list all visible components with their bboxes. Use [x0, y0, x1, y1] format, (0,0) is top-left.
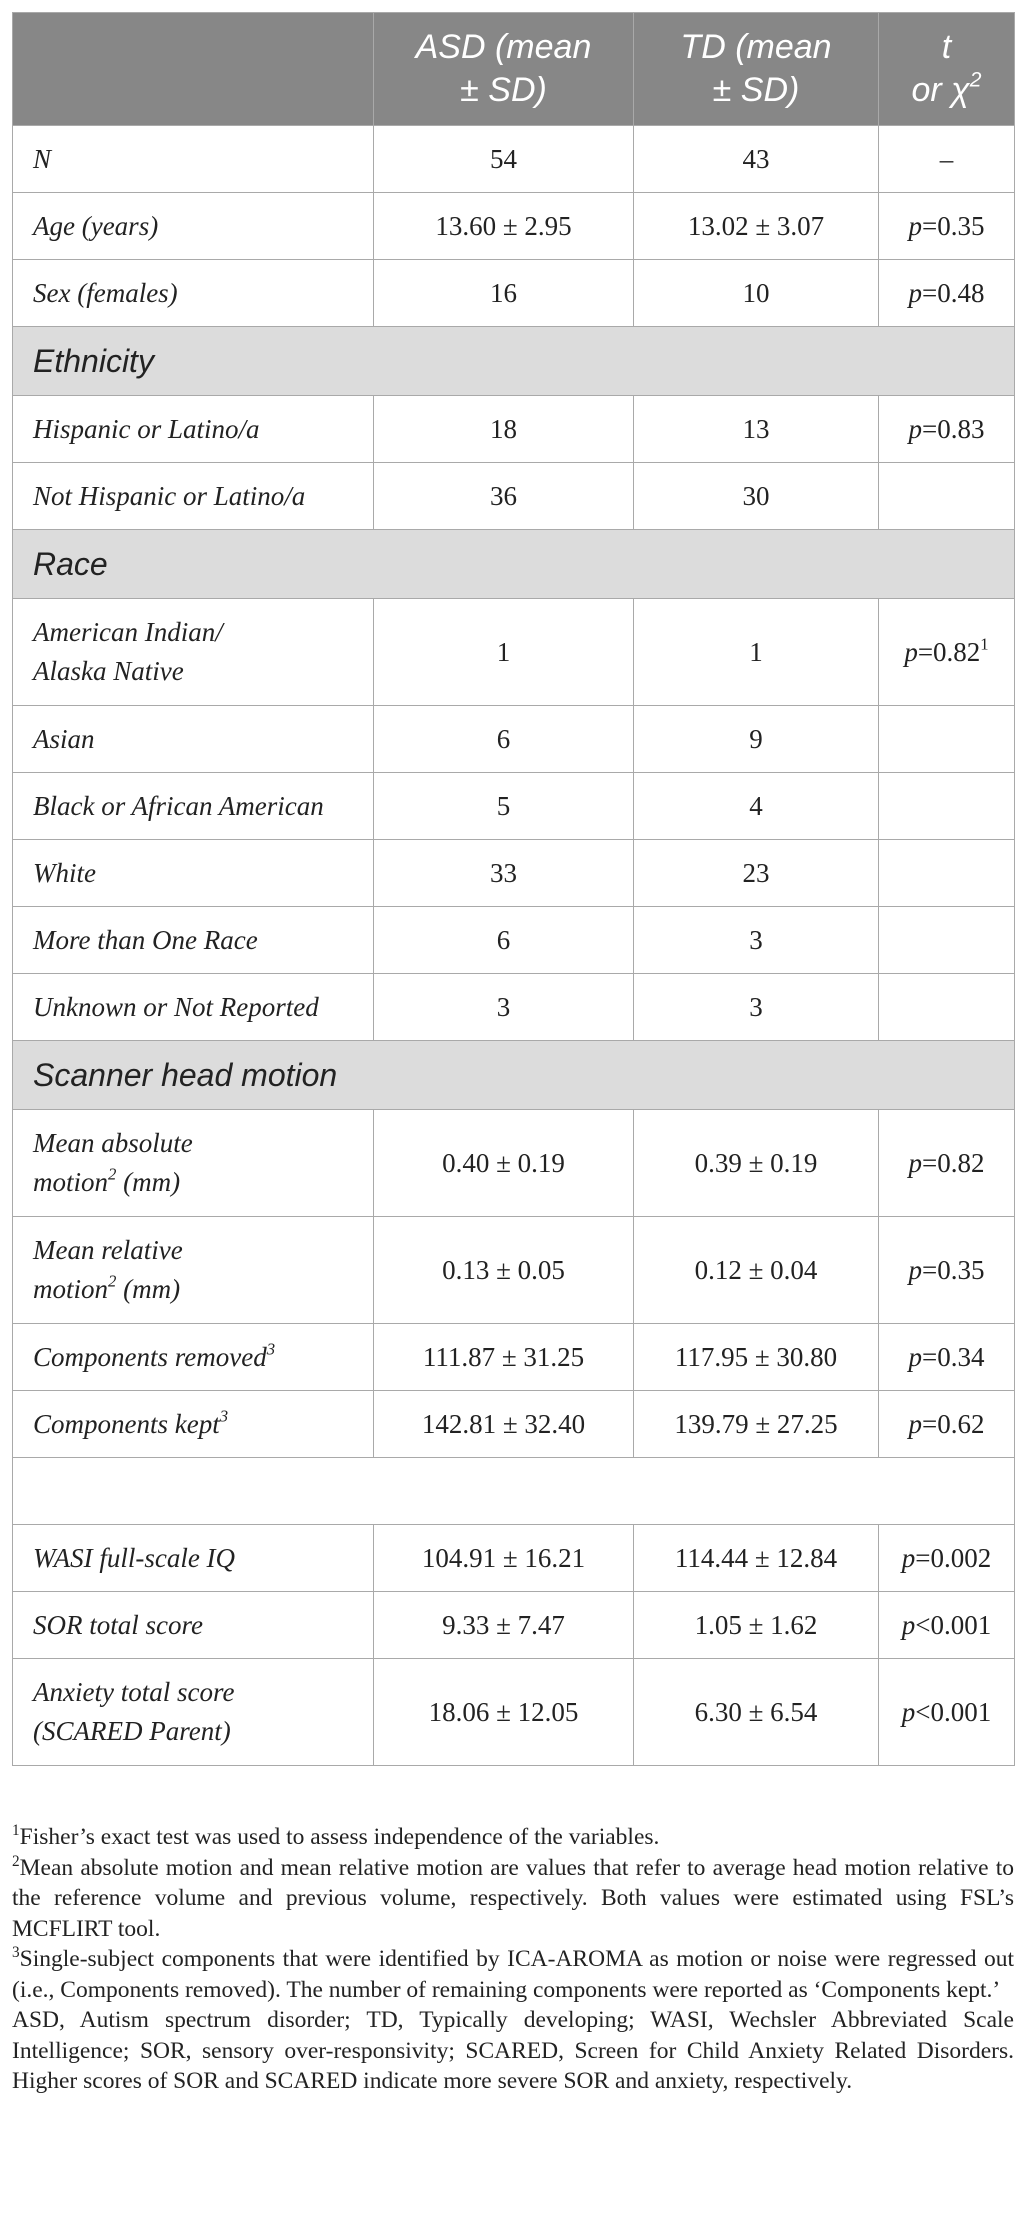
asd-value: 36 [374, 463, 634, 530]
td-value: 3 [634, 907, 879, 974]
footnote-marker: 1 [980, 633, 989, 653]
p-value [879, 706, 1015, 773]
p-symbol: p [901, 1542, 916, 1573]
asd-value: 6 [374, 706, 634, 773]
p-number: <0.001 [915, 1696, 992, 1727]
p-value [879, 396, 1015, 463]
p-value [879, 1592, 1015, 1659]
p-value [879, 1324, 1015, 1391]
table-row [13, 1110, 1015, 1217]
table-row [13, 1592, 1015, 1659]
table-row [13, 1391, 1015, 1458]
p-value [879, 1525, 1015, 1592]
row-label [13, 1110, 374, 1217]
p-number: =0.62 [922, 1408, 985, 1439]
footnote-marker: 3 [219, 1405, 229, 1425]
row-label-line1: Anxiety total score [33, 1677, 235, 1707]
section-row-race [13, 530, 1015, 599]
section-row-motion [13, 1041, 1015, 1110]
p-value [879, 1659, 1015, 1766]
td-value: 1.05 ± 1.62 [634, 1592, 879, 1659]
p-number: =0.34 [922, 1341, 985, 1372]
td-value: 0.39 ± 0.19 [634, 1110, 879, 1217]
header-stat-line1: t [941, 28, 952, 66]
row-label-line1: Mean relative [33, 1235, 183, 1265]
blank-cell [13, 1458, 1015, 1525]
td-value: 13 [634, 396, 879, 463]
header-asd-line2: ± SD) [460, 71, 547, 109]
p-symbol: p [908, 277, 922, 308]
header-asd [374, 13, 634, 126]
row-label: Hispanic or Latino/a [13, 396, 374, 463]
p-value [879, 1110, 1015, 1217]
section-row-ethnicity [13, 327, 1015, 396]
row-label-unit: (mm) [116, 1167, 181, 1197]
table-row [13, 974, 1015, 1041]
td-value: 117.95 ± 30.80 [634, 1324, 879, 1391]
table-row [13, 599, 1015, 706]
p-number: <0.001 [915, 1609, 992, 1640]
footnote-marker: 3 [266, 1338, 276, 1358]
p-symbol: p [904, 636, 918, 667]
row-label: Sex (females) [13, 260, 374, 327]
footnote-2 [12, 1853, 1014, 1945]
td-value: 23 [634, 840, 879, 907]
header-td [634, 13, 879, 126]
p-number: =0.35 [922, 1254, 985, 1285]
asd-value: 6 [374, 907, 634, 974]
row-label-line2: (SCARED Parent) [33, 1716, 231, 1746]
asd-value: 33 [374, 840, 634, 907]
p-value [879, 907, 1015, 974]
header-asd-line1: ASD (mean [415, 28, 592, 66]
footnote-3-marker: 3 [12, 1943, 20, 1961]
asd-value: 142.81 ± 32.40 [374, 1391, 634, 1458]
row-label-line2: motion [33, 1167, 109, 1197]
table-row [13, 907, 1015, 974]
p-number: =0.82 [917, 636, 981, 667]
row-label: Not Hispanic or Latino/a [13, 463, 374, 530]
p-value [879, 260, 1015, 327]
p-value: – [879, 126, 1015, 193]
table-row [13, 773, 1015, 840]
td-value: 9 [634, 706, 879, 773]
row-label-line2: motion [33, 1274, 109, 1304]
section-title: Scanner head motion [13, 1041, 1015, 1110]
footnote-1-marker: 1 [12, 1821, 20, 1839]
header-statistic [879, 13, 1015, 126]
table-row [13, 1525, 1015, 1592]
td-value: 114.44 ± 12.84 [634, 1525, 879, 1592]
row-label: Asian [13, 706, 374, 773]
row-label [13, 1391, 374, 1458]
section-title: Race [13, 530, 1015, 599]
row-label: Age (years) [13, 193, 374, 260]
row-label-line2: Alaska Native [33, 656, 184, 686]
asd-value: 18.06 ± 12.05 [374, 1659, 634, 1766]
p-symbol: p [908, 413, 922, 444]
header-stat-sup: 2 [969, 68, 982, 92]
row-label: WASI full-scale IQ [13, 1525, 374, 1592]
footnote-2-marker: 2 [12, 1852, 20, 1870]
td-value: 139.79 ± 27.25 [634, 1391, 879, 1458]
header-stat-line2: or χ [911, 71, 970, 109]
row-label-text: Components removed [33, 1341, 267, 1372]
td-value: 10 [634, 260, 879, 327]
asd-value: 104.91 ± 16.21 [374, 1525, 634, 1592]
td-value: 1 [634, 599, 879, 706]
table-footnotes [12, 1822, 1014, 2097]
p-symbol: p [908, 1254, 922, 1285]
td-value: 0.12 ± 0.04 [634, 1217, 879, 1324]
table-row [13, 126, 1015, 193]
asd-value: 1 [374, 599, 634, 706]
td-value: 43 [634, 126, 879, 193]
asd-value: 13.60 ± 2.95 [374, 193, 634, 260]
p-symbol: p [908, 1408, 922, 1439]
p-symbol: p [901, 1609, 916, 1640]
td-value: 30 [634, 463, 879, 530]
p-value [879, 599, 1015, 706]
header-td-line1: TD (mean [680, 28, 832, 66]
row-label [13, 1324, 374, 1391]
table-row [13, 706, 1015, 773]
td-value: 6.30 ± 6.54 [634, 1659, 879, 1766]
table-row [13, 1659, 1015, 1766]
table-row [13, 1324, 1015, 1391]
footnote-1 [12, 1822, 1014, 1853]
row-label-text: Components kept [33, 1408, 220, 1439]
asd-value: 9.33 ± 7.47 [374, 1592, 634, 1659]
td-value: 13.02 ± 3.07 [634, 193, 879, 260]
p-symbol: p [908, 1147, 922, 1178]
row-label-line1: American Indian/ [33, 617, 223, 647]
row-label: White [13, 840, 374, 907]
asd-value: 0.40 ± 0.19 [374, 1110, 634, 1217]
p-symbol: p [908, 210, 922, 241]
section-title: Ethnicity [13, 327, 1015, 396]
row-label [13, 599, 374, 706]
p-value [879, 1391, 1015, 1458]
table-row [13, 193, 1015, 260]
p-value [879, 193, 1015, 260]
p-value [879, 840, 1015, 907]
p-value [879, 974, 1015, 1041]
asd-value: 18 [374, 396, 634, 463]
abbreviations-note: ASD, Autism spectrum disorder; TD, Typically developing; WASI, Wechsler Abbreviated Scale Intelligence; SOR, sensory over-responsivity; SCARED, Screen for Child Anxiety Related Disorders. Higher scores of SOR and SCARED indicate more severe SOR and anxiety, respectively. [12, 2007, 1014, 2094]
p-value [879, 1217, 1015, 1324]
table-row [13, 260, 1015, 327]
asd-value: 5 [374, 773, 634, 840]
demographics-table [12, 12, 1015, 1766]
header-td-line2: ± SD) [712, 71, 800, 109]
row-label: SOR total score [13, 1592, 374, 1659]
p-symbol: p [901, 1696, 916, 1727]
footnote-marker: 2 [108, 1164, 117, 1184]
asd-value: 0.13 ± 0.05 [374, 1217, 634, 1324]
asd-value: 54 [374, 126, 634, 193]
table-row [13, 396, 1015, 463]
table-row [13, 463, 1015, 530]
row-label [13, 1217, 374, 1324]
header-empty-cell [13, 13, 374, 126]
p-number: =0.48 [922, 277, 985, 308]
p-number: =0.35 [922, 210, 985, 241]
asd-value: 16 [374, 260, 634, 327]
p-symbol: p [908, 1341, 922, 1372]
footnote-2-text: Mean absolute motion and mean relative motion are values that refer to average head motion relative to the reference volume and previous volume, respectively. Both values were estimated using FSL’s MCFLIRT tool. [12, 1854, 1014, 1942]
row-label [13, 1659, 374, 1766]
p-value [879, 463, 1015, 530]
table-row [13, 1217, 1015, 1324]
table-row [13, 840, 1015, 907]
row-label: Unknown or Not Reported [13, 974, 374, 1041]
p-number: =0.002 [915, 1542, 992, 1573]
row-label: More than One Race [13, 907, 374, 974]
p-number: =0.83 [922, 413, 985, 444]
td-value: 4 [634, 773, 879, 840]
row-label-unit: (mm) [116, 1274, 181, 1304]
row-label: N [13, 126, 374, 193]
blank-row [13, 1458, 1015, 1525]
asd-value: 111.87 ± 31.25 [374, 1324, 634, 1391]
footnote-3 [12, 1944, 1014, 2005]
p-number: =0.82 [922, 1147, 985, 1178]
footnote-marker: 2 [108, 1271, 117, 1291]
td-value: 3 [634, 974, 879, 1041]
asd-value: 3 [374, 974, 634, 1041]
table-header-row [13, 13, 1015, 126]
footnote-1-text: Fisher’s exact test was used to assess independence of the variables. [19, 1824, 660, 1850]
row-label: Black or African American [13, 773, 374, 840]
footnote-3-text: Single-subject components that were identified by ICA-AROMA as motion or noise were regressed out (i.e., Components removed). The number of remaining components were reported as ‘Components kept.’ [12, 1946, 1014, 2003]
p-value [879, 773, 1015, 840]
row-label-line1: Mean absolute [33, 1128, 193, 1158]
